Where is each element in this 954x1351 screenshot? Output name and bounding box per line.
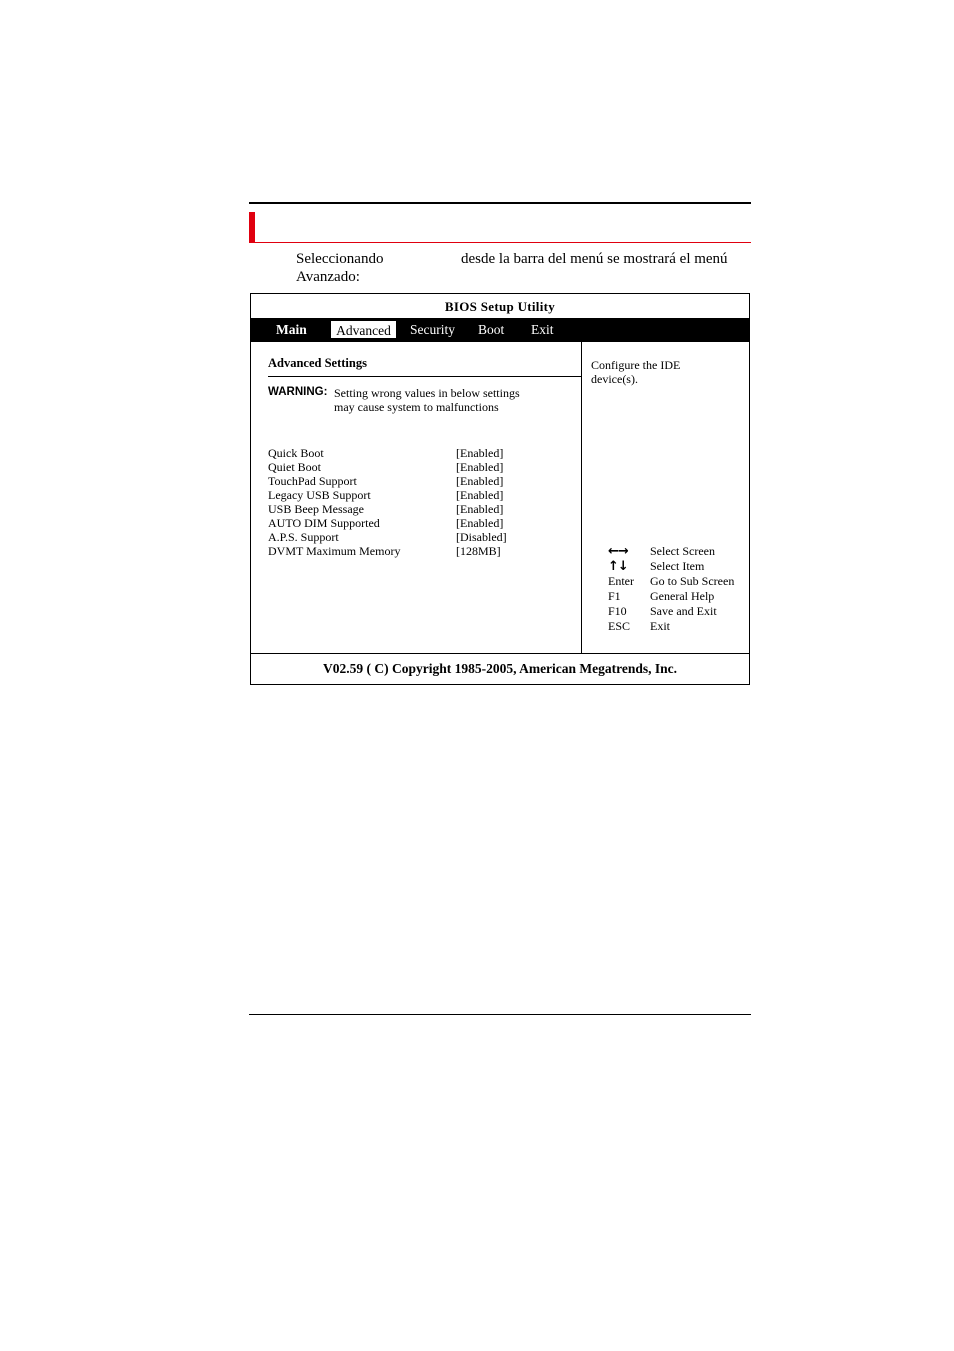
section-title: Advanced Settings — [268, 356, 367, 370]
settings-pane — [251, 341, 582, 654]
tab-security[interactable]: Security — [410, 322, 455, 337]
legend-enter — [608, 574, 748, 589]
legend-f1 — [608, 589, 748, 604]
legend-desc: Save and Exit — [650, 604, 717, 618]
intro-text-start: Seleccionando — [296, 251, 384, 267]
setting-row-dvmt-maximum-memory[interactable] — [268, 544, 578, 558]
tab-boot[interactable]: Boot — [478, 322, 505, 337]
setting-value[interactable]: [Enabled] — [456, 446, 504, 460]
tab-exit[interactable]: Exit — [531, 322, 554, 337]
intro-text-end: Avanzado: — [296, 269, 360, 285]
intro-text-middle: desde la barra del menú se mostrará el menú — [461, 251, 728, 267]
warning-label: WARNING: — [268, 386, 328, 398]
bios-menu-bar — [251, 318, 749, 341]
setting-name: Legacy USB Support — [268, 488, 371, 502]
legend-desc: Select Item — [650, 559, 705, 573]
warning-text-line2: may cause system to malfunctions — [334, 400, 499, 414]
left-right-arrows-icon: ←→ — [608, 544, 628, 559]
setting-row-quiet-boot[interactable] — [268, 460, 578, 474]
bios-title: BIOS Setup Utility — [444, 299, 556, 314]
tab-main[interactable]: Main — [276, 322, 307, 337]
legend-desc: General Help — [650, 589, 715, 603]
help-text-line1: Configure the IDE — [591, 358, 681, 372]
setting-value[interactable]: [Disabled] — [456, 530, 507, 544]
setting-row-legacy-usb-support[interactable] — [268, 488, 578, 502]
legend-desc: Select Screen — [650, 544, 715, 558]
setting-row-auto-dim-supported[interactable] — [268, 516, 578, 530]
section-divider — [268, 376, 581, 377]
legend-desc: Go to Sub Screen — [650, 574, 735, 588]
page-top-rule — [249, 202, 751, 204]
setting-name: AUTO DIM Supported — [268, 516, 380, 530]
setting-name: USB Beep Message — [268, 502, 364, 516]
legend-key: ESC — [608, 619, 631, 633]
legend-desc: Exit — [650, 619, 670, 633]
setting-name: TouchPad Support — [268, 474, 357, 488]
setting-value[interactable]: [Enabled] — [456, 488, 504, 502]
legend-select-screen — [608, 544, 748, 559]
tab-advanced[interactable]: Advanced — [330, 320, 397, 339]
setting-name: DVMT Maximum Memory — [268, 544, 401, 558]
setting-value[interactable]: [Enabled] — [456, 516, 504, 530]
legend-select-item — [608, 559, 748, 574]
setting-name: Quiet Boot — [268, 460, 321, 474]
page-bottom-rule — [249, 1014, 751, 1015]
legend-esc — [608, 619, 748, 634]
setting-row-aps-support[interactable] — [268, 530, 578, 544]
bios-copyright-footer: V02.59 ( C) Copyright 1985-2005, American Megatrends, Inc. — [251, 653, 749, 684]
warning-text-line1: Setting wrong values in below settings — [334, 386, 520, 400]
setting-row-quick-boot[interactable] — [268, 446, 578, 460]
bios-screenshot — [250, 293, 750, 685]
help-pane — [582, 341, 749, 654]
setting-name: A.P.S. Support — [268, 530, 339, 544]
setting-row-touchpad-support[interactable] — [268, 474, 578, 488]
setting-value[interactable]: [Enabled] — [456, 502, 504, 516]
up-down-arrows-icon: ↑↓ — [608, 559, 628, 574]
section-marker — [249, 212, 255, 242]
setting-value[interactable]: [Enabled] — [456, 460, 504, 474]
legend-key: F1 — [608, 589, 621, 603]
section-rule — [249, 242, 751, 243]
legend-key: Enter — [608, 574, 634, 588]
setting-value[interactable]: [Enabled] — [456, 474, 504, 488]
legend-key: F10 — [608, 604, 627, 618]
setting-row-usb-beep-message[interactable] — [268, 502, 578, 516]
setting-name: Quick Boot — [268, 446, 324, 460]
legend-f10 — [608, 604, 748, 619]
help-text-line2: device(s). — [591, 372, 638, 386]
setting-value[interactable]: [128MB] — [456, 544, 501, 558]
